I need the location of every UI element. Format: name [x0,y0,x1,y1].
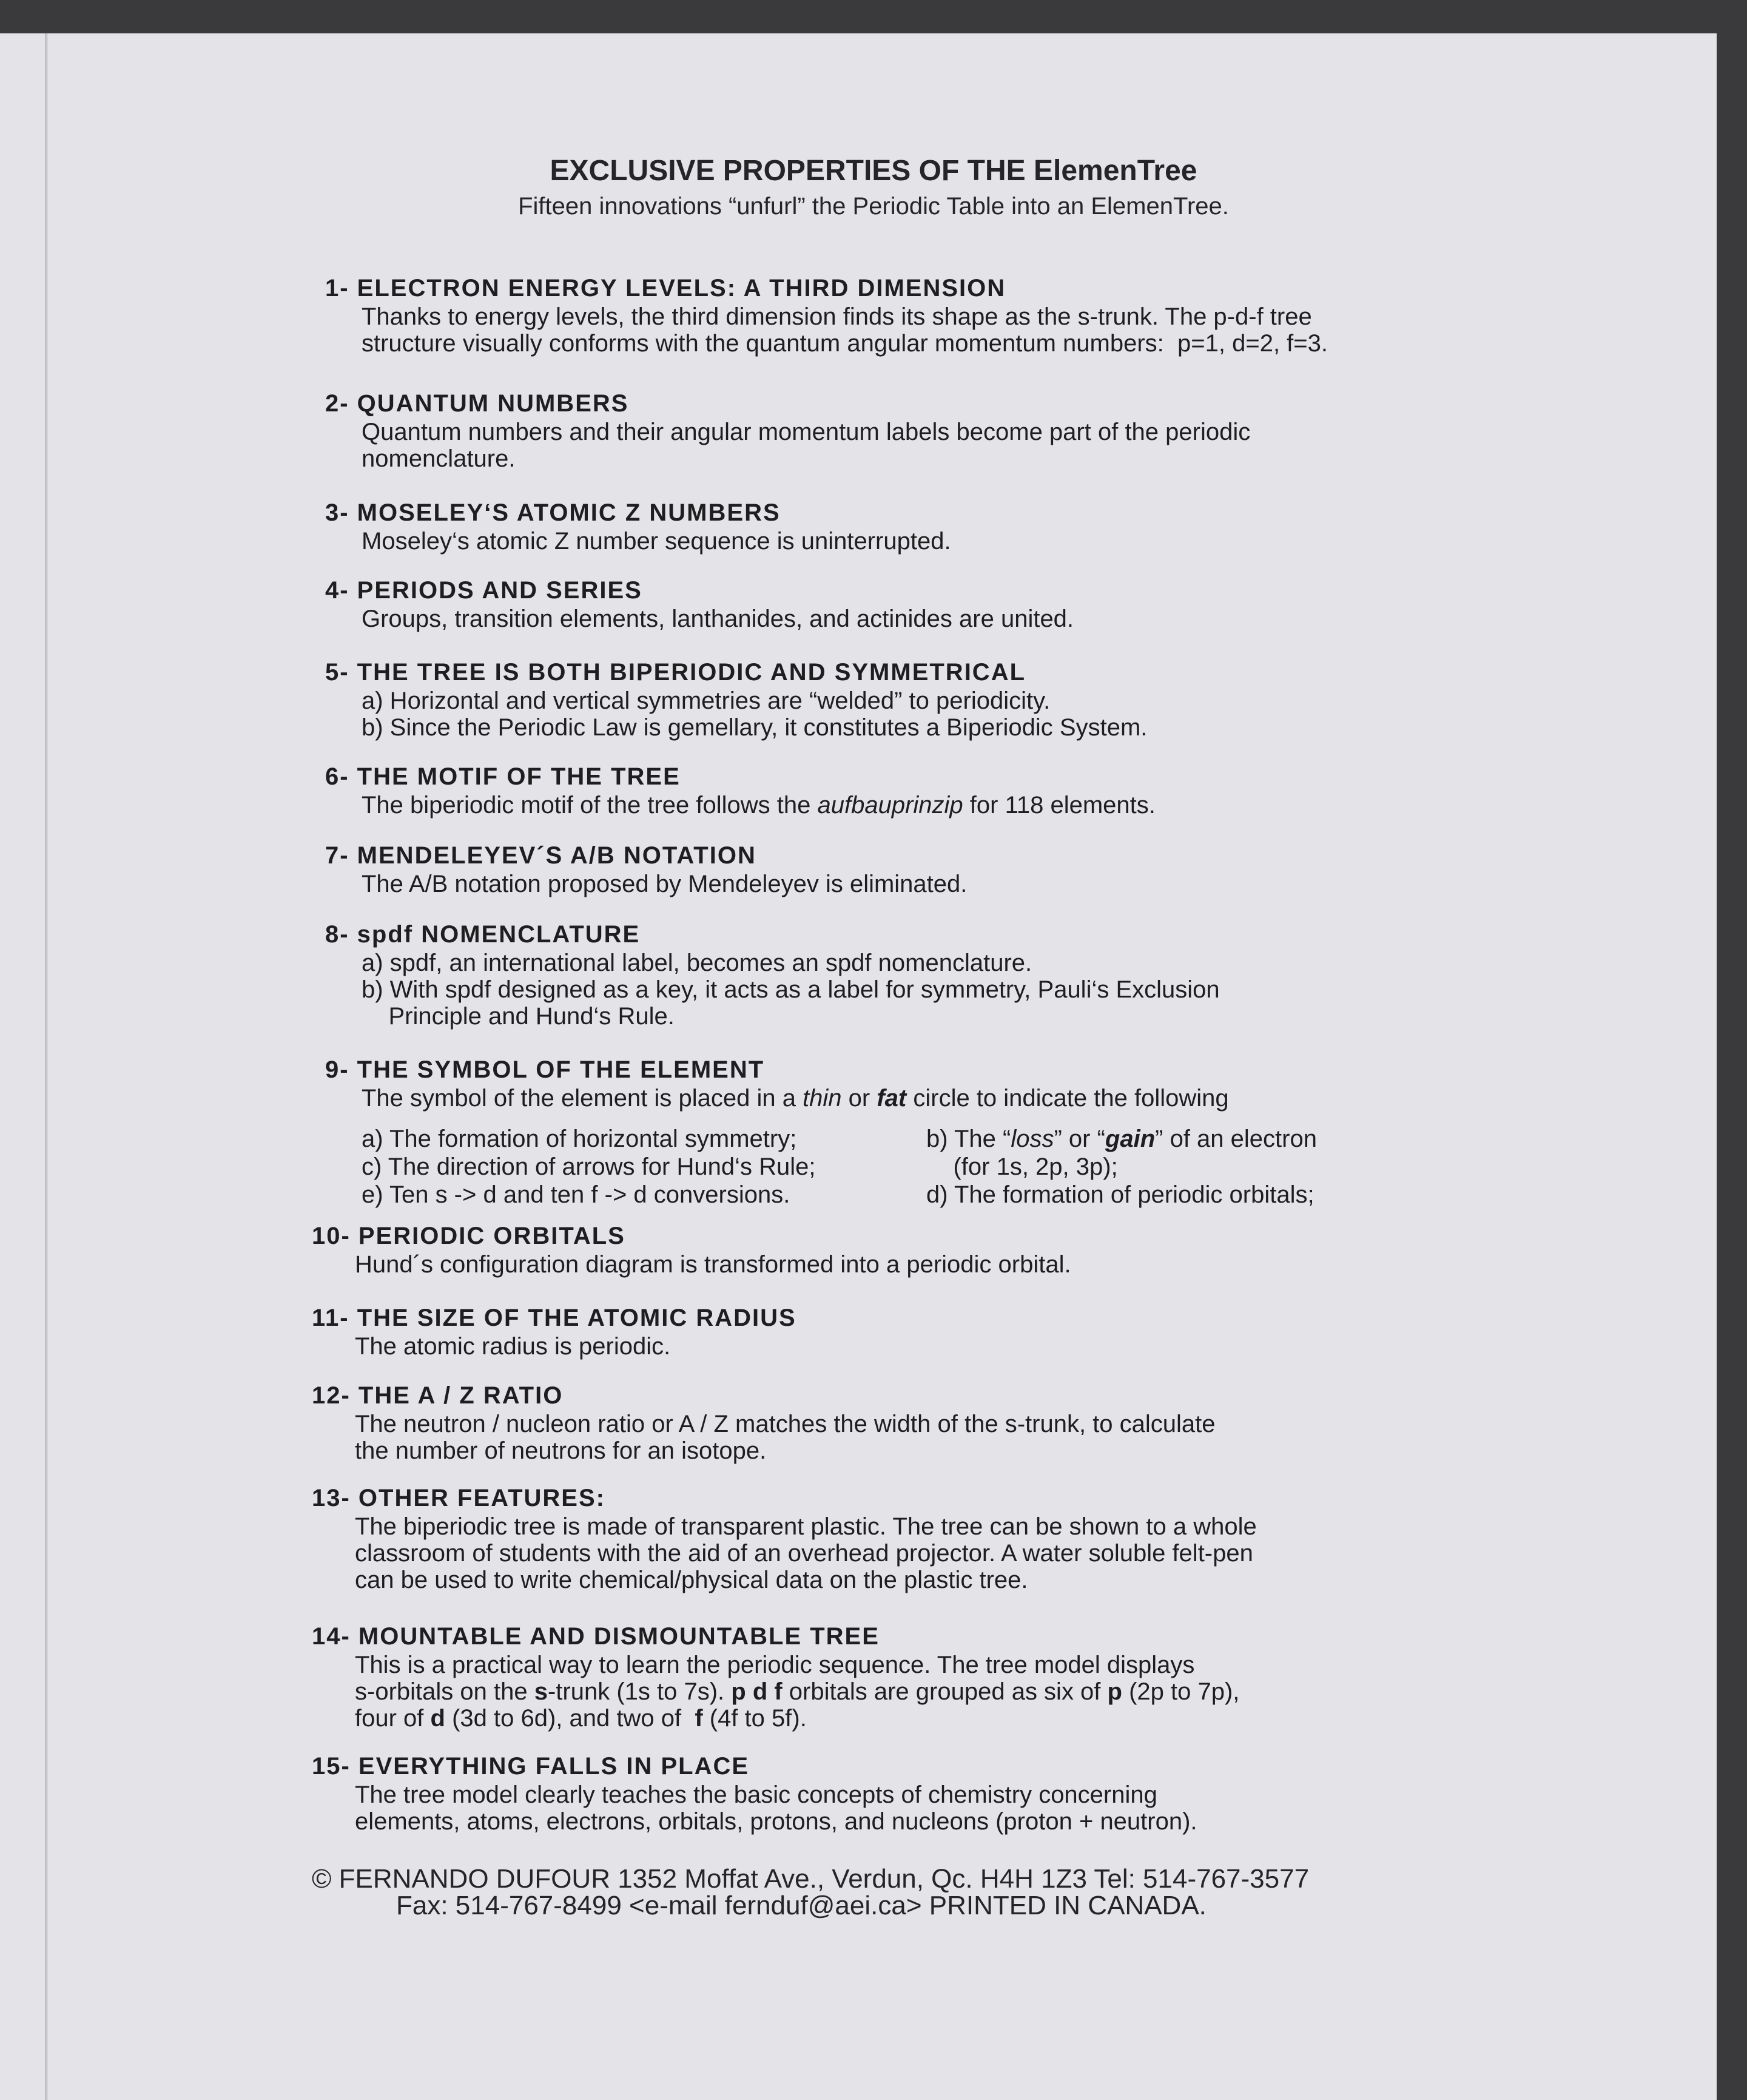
text-segment: p d f [731,1678,783,1705]
property-body [355,1781,1197,1835]
body-line: e) Ten s -> d and ten f -> d conversions. [362,1181,790,1208]
property-item [325,498,951,555]
property-heading: 2- QUANTUM NUMBERS [325,390,629,417]
property-body [362,950,1220,1030]
text-segment: for 118 elements. [963,792,1156,819]
body-line: elements, atoms, electrons, orbitals, protons, and nucleons (proton + neutron). [355,1808,1197,1835]
property-item [325,388,1250,472]
body-line: a) Horizontal and vertical symmetries are “welded” to periodicity. [362,687,1051,714]
column-left [362,1125,926,1209]
property-item [312,1380,1216,1464]
property-heading: 12- THE A / Z RATIO [312,1382,564,1409]
property-item [325,761,1156,819]
page-subtitle: Fifteen innovations “unfurl” the Periodic Table into an ElemenTree. [518,193,1229,220]
property-item [325,657,1147,741]
property-body [362,792,1156,819]
body-line: the number of neutrons for an isotope. [355,1437,767,1464]
body-line [926,1125,1317,1153]
body-line: The neutron / nucleon ratio or A / Z matches the width of the s-trunk, to calculate [355,1411,1216,1437]
column-right [926,1125,1317,1209]
property-body [362,687,1147,741]
text-segment: b) The “ [926,1126,1011,1152]
body-line: The tree model clearly teaches the basic concepts of chemistry concerning [355,1781,1157,1808]
property-body [355,1652,1239,1732]
body-line: Moseley‘s atomic Z number sequence is uninterrupted. [362,528,951,555]
body-line: Hund´s configuration diagram is transformed into a periodic orbital. [355,1251,1071,1278]
text-segment: thin [803,1085,842,1112]
property-item [325,840,967,897]
body-line [362,1085,1317,1112]
property-heading: 11- THE SIZE OF THE ATOMIC RADIUS [312,1305,796,1331]
property-body [355,1411,1216,1464]
symbol-uses-columns [362,1125,1317,1209]
text-segment: aufbauprinzip [817,792,963,819]
body-line: b) With spdf designed as a key, it acts as a label for symmetry, Pauli‘s Exclusion [362,976,1220,1003]
text-segment: ” of an electron [1155,1126,1317,1152]
property-heading: 14- MOUNTABLE AND DISMOUNTABLE TREE [312,1623,880,1650]
property-item [325,919,1220,1030]
property-body [355,1513,1257,1593]
body-line: can be used to write chemical/physical data on the plastic tree. [355,1567,1028,1593]
binding-spine [45,33,48,2100]
property-body [362,871,967,897]
body-line: a) spdf, an international label, becomes an spdf nomenclature. [362,950,1032,976]
property-body [362,606,1074,632]
text-segment: four of [355,1705,431,1732]
body-line: c) The direction of arrows for Hund‘s Rule; [362,1153,816,1180]
footer-address: © FERNANDO DUFOUR 1352 Moffat Ave., Verdun, Qc. H4H 1Z3 Tel: 514-767-3577 [312,1864,1310,1894]
body-line: a) The formation of horizontal symmetry; [362,1126,797,1152]
text-segment: -trunk (1s to 7s). [547,1678,732,1705]
property-heading: 10- PERIODIC ORBITALS [312,1223,625,1249]
body-line [355,1678,1239,1705]
body-line [362,792,1156,819]
text-segment: p [1107,1678,1122,1705]
text-segment: The biperiodic motif of the tree follows the [362,792,818,819]
body-line: Thanks to energy levels, the third dimension finds its shape as the s-trunk. The p-d-f tree [362,303,1312,330]
text-segment: f [695,1705,703,1732]
property-heading: 7- MENDELEYEV´S A/B NOTATION [325,842,756,869]
property-item [325,273,1328,357]
text-segment: s [534,1678,548,1705]
property-heading: 3- MOSELEY‘S ATOMIC Z NUMBERS [325,499,781,526]
property-body [362,419,1250,472]
body-line: structure visually conforms with the quantum angular momentum numbers: p=1, d=2, f=3. [362,330,1328,357]
body-line: The biperiodic tree is made of transparent plastic. The tree can be shown to a whole [355,1513,1257,1540]
text-segment: (4f to 5f). [702,1705,807,1732]
property-body [362,1085,1317,1209]
property-item [312,1751,1197,1835]
body-line: This is a practical way to learn the periodic sequence. The tree model displays [355,1652,1195,1678]
text-segment: gain [1105,1126,1156,1152]
text-segment: d [430,1705,445,1732]
body-line: (for 1s, 2p, 3p); [926,1153,1118,1180]
property-heading: 9- THE SYMBOL OF THE ELEMENT [325,1056,765,1083]
text-segment: (3d to 6d), and two of [445,1705,695,1732]
body-line: nomenclature. [362,445,516,472]
text-segment: ” or “ [1054,1126,1105,1152]
body-line: Quantum numbers and their angular momentum labels become part of the periodic [362,419,1251,445]
property-item [312,1221,1071,1278]
property-item [312,1621,1239,1732]
property-heading: 13- OTHER FEATURES: [312,1485,605,1511]
body-line: b) Since the Periodic Law is gemellary, it constitutes a Biperiodic System. [362,714,1148,741]
text-segment: s-orbitals on the [355,1678,534,1705]
property-item [325,575,1074,632]
body-line: classroom of students with the aid of an overhead projector. A water soluble felt-pen [355,1540,1253,1567]
property-body [355,1333,796,1360]
body-line: Principle and Hund‘s Rule. [362,1003,675,1030]
text-segment: circle to indicate the following [906,1085,1229,1112]
page-title: EXCLUSIVE PROPERTIES OF THE ElemenTree [550,155,1197,187]
text-segment: (2p to 7p), [1122,1678,1240,1705]
text-segment: or [841,1085,877,1112]
property-heading: 4- PERIODS AND SERIES [325,577,642,604]
property-item [312,1303,796,1360]
body-line: The A/B notation proposed by Mendeleyev is eliminated. [362,871,968,897]
text-segment: The symbol of the element is placed in a [362,1085,803,1112]
body-line: d) The formation of periodic orbitals; [926,1181,1314,1208]
body-line: Groups, transition elements, lanthanides, and actinides are united. [362,606,1074,632]
property-heading: 6- THE MOTIF OF THE TREE [325,763,681,790]
property-heading: 1- ELECTRON ENERGY LEVELS: A THIRD DIMENSION [325,275,1006,302]
property-heading: 5- THE TREE IS BOTH BIPERIODIC AND SYMMETRICAL [325,659,1026,686]
property-body [362,303,1328,357]
body-line: The atomic radius is periodic. [355,1333,671,1360]
text-segment: fat [877,1085,907,1112]
text-segment: orbitals are grouped as six of [782,1678,1108,1705]
property-heading: 15- EVERYTHING FALLS IN PLACE [312,1753,750,1780]
property-item [312,1483,1257,1593]
property-body [355,1251,1071,1278]
property-body [362,528,951,555]
body-line [355,1705,1239,1732]
property-item [325,1055,1317,1209]
footer-contact: Fax: 514-767-8499 <e-mail fernduf@aei.ca> PRINTED IN CANADA. [396,1891,1207,1920]
property-heading: 8- spdf NOMENCLATURE [325,921,641,948]
text-segment: loss [1011,1126,1054,1152]
